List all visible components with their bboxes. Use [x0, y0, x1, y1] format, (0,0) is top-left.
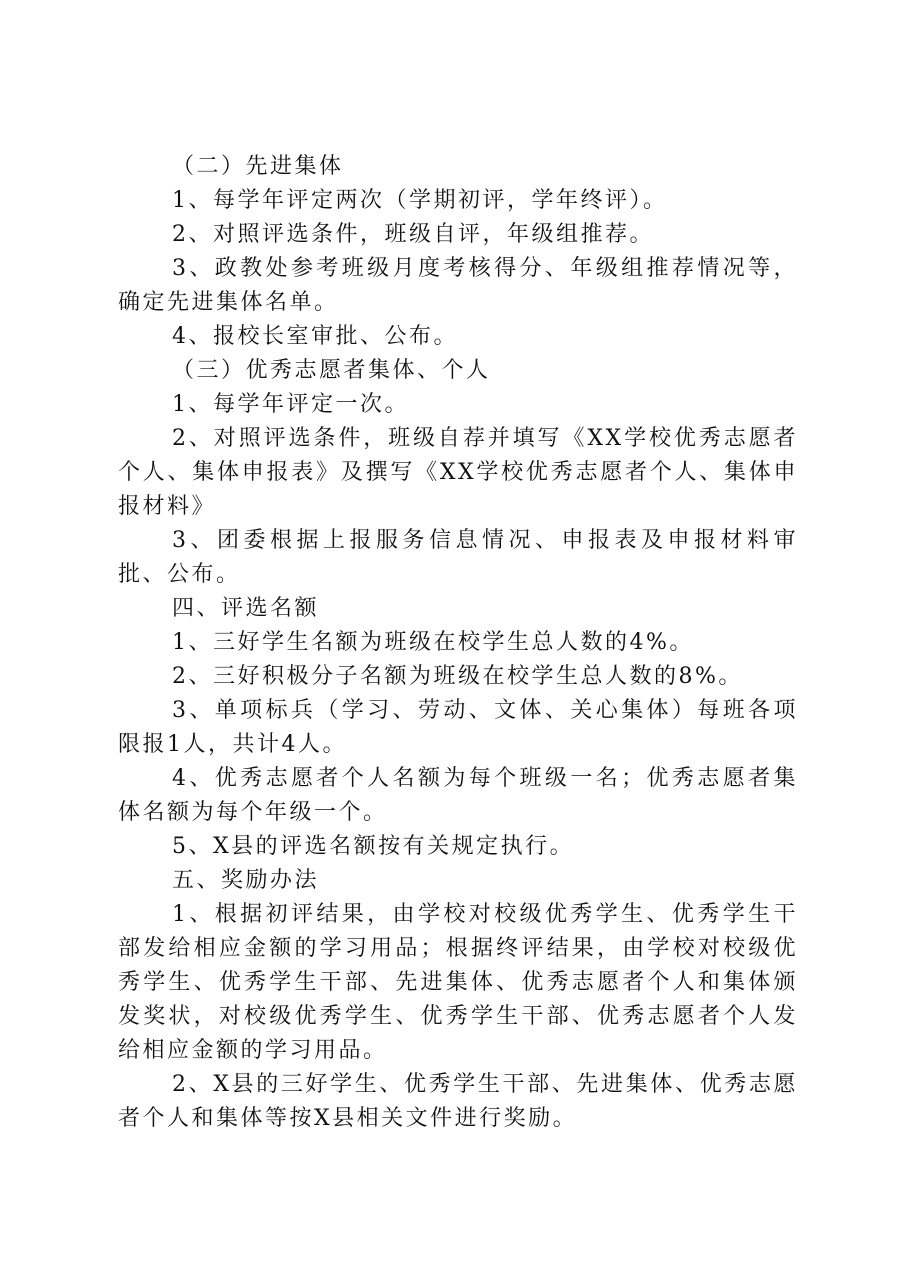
paragraph: 3、单项标兵（学习、劳动、文体、关心集体）每班各项限报1人，共计4人。 [118, 698, 798, 757]
paragraph: 2、三好积极分子名额为班级在校学生总人数的8%。 [172, 664, 743, 689]
heading-rewards: 五、奖励办法 [172, 868, 320, 893]
paragraph: 1、每学年评定两次（学期初评，学年终评）。 [172, 188, 668, 213]
paragraph: 2、X县的三好学生、优秀学生干部、先进集体、优秀志愿者个人和集体等按X县相关文件进行奖励。 [118, 1072, 798, 1131]
paragraph: 4、优秀志愿者个人名额为每个班级一名；优秀志愿者集体名额为每个年级一个。 [118, 766, 798, 825]
paragraph: 3、政教处参考班级月度考核得分、年级组推荐情况等，确定先进集体名单。 [118, 256, 798, 315]
paragraph: 1、根据初评结果，由学校对校级优秀学生、优秀学生干部发给相应金额的学习用品；根据终评结果，由学校对校级优秀学生、优秀学生干部、先进集体、优秀志愿者个人和集体颁发奖状，对校级优秀学生、优秀学生干部、优秀志愿者个人发给相应金额的学习用品。 [118, 902, 798, 1063]
paragraph: 1、三好学生名额为班级在校学生总人数的4%。 [172, 630, 694, 655]
heading-advanced-collective: （二）先进集体 [172, 154, 344, 179]
paragraph: 1、每学年评定一次。 [172, 392, 409, 417]
paragraph: 2、对照评选条件，班级自评，年级组推荐。 [172, 222, 654, 247]
heading-volunteer: （三）优秀志愿者集体、个人 [172, 358, 491, 383]
heading-quota: 四、评选名额 [172, 596, 320, 621]
document-body [118, 150, 798, 1136]
paragraph: 3、团委根据上报服务信息情况、申报表及申报材料审批、公布。 [118, 528, 798, 587]
paragraph: 2、对照评选条件，班级自荐并填写《XX学校优秀志愿者个人、集体申报表》及撰写《XX学校优秀志愿者个人、集体申报材料》 [118, 426, 798, 519]
paragraph: 4、报校长室审批、公布。 [172, 324, 458, 349]
paragraph: 5、X县的评选名额按有关规定执行。 [172, 834, 575, 859]
